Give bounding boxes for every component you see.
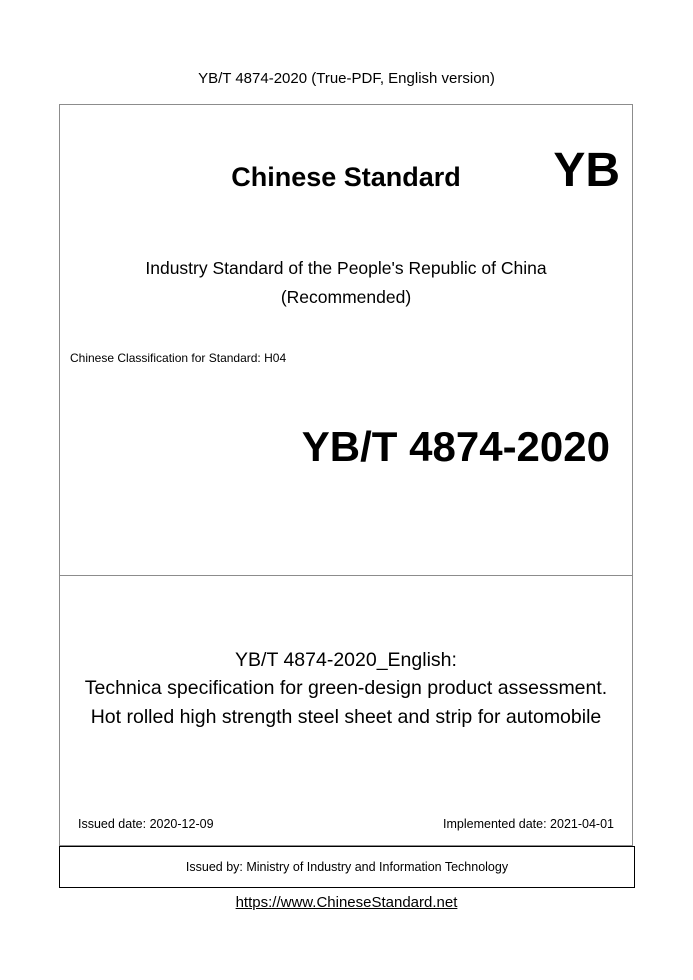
- standard-mark: YB: [553, 144, 620, 197]
- document-title-line-1: YB/T 4874-2020_English:: [235, 649, 457, 671]
- issuer-box: [59, 846, 635, 888]
- website-link[interactable]: https://www.ChineseStandard.net: [235, 894, 458, 911]
- issued-date: Issued date: 2020-12-09: [78, 817, 214, 831]
- implemented-date: Implemented date: 2021-04-01: [443, 817, 614, 831]
- recommended-label: (Recommended): [280, 287, 412, 307]
- document-header: YB/T 4874-2020 (True-PDF, English version): [198, 70, 495, 87]
- footer: [0, 894, 693, 911]
- industry-standard-line: Industry Standard of the People's Republic of China: [145, 258, 547, 278]
- section-divider: [60, 575, 632, 576]
- document-title-line-2: Technica specification for green-design product assessment.: [84, 677, 608, 699]
- document-title-line-3: Hot rolled high strength steel sheet and strip for automobile: [90, 706, 602, 728]
- classification-text: Chinese Classification for Standard: H04: [70, 351, 287, 365]
- standard-number: YB/T 4874-2020: [301, 423, 610, 470]
- issuer-text: Issued by: Ministry of Industry and Information Technology: [185, 860, 509, 874]
- cover-frame: [59, 104, 633, 846]
- cover-title: Chinese Standard: [231, 162, 461, 192]
